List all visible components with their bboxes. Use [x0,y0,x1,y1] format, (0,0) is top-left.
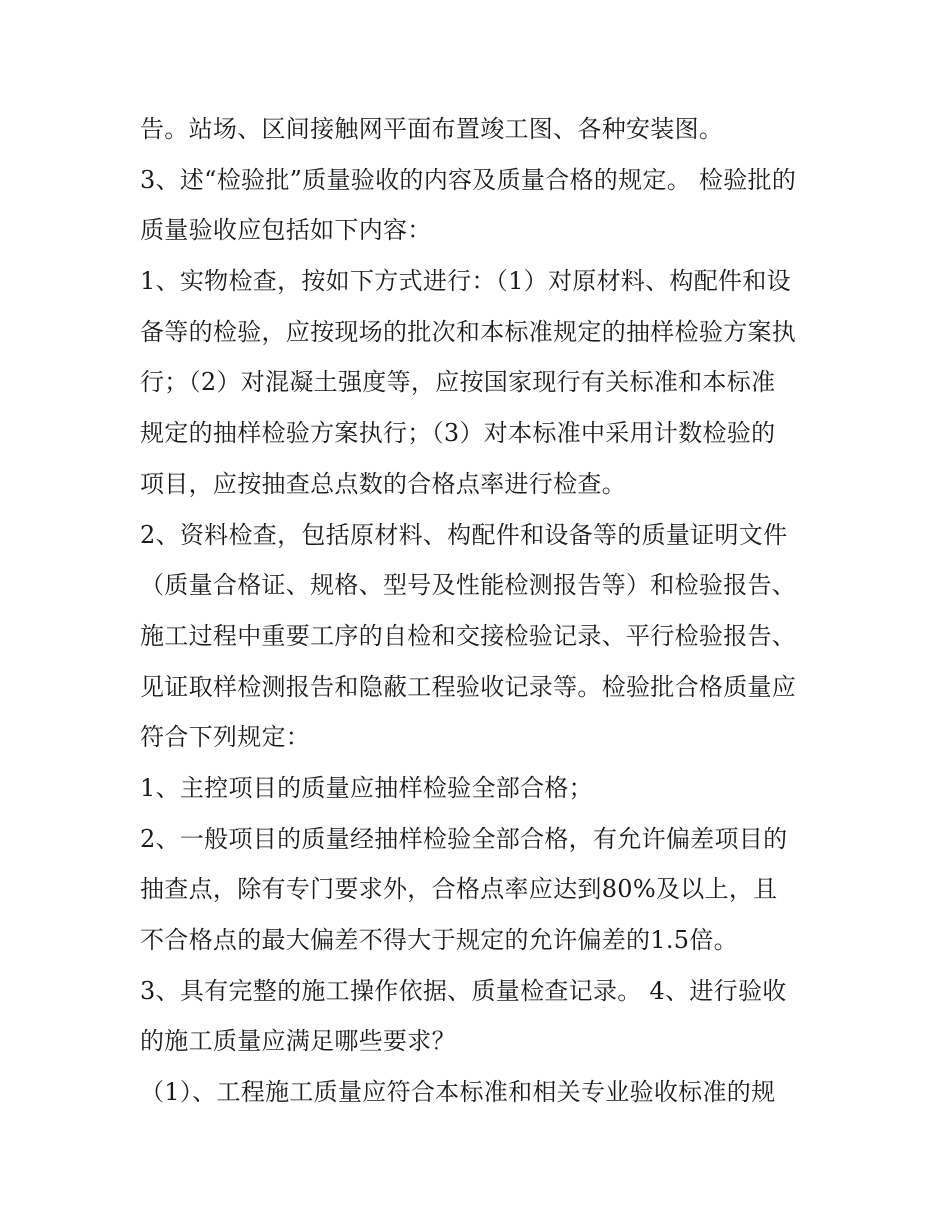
text-line: 项目，应按抽查总点数的合格点率进行检查。 [140,469,626,498]
text-line: 备等的检验，应按现场的批次和本标准规定的抽样检验方案执 [140,317,797,346]
text-line: （质量合格证、规格、型号及性能检测报告等）和检验报告、 [140,571,797,600]
document-body [140,104,830,1118]
text-line: 的施工质量应满足哪些要求？ [140,1027,456,1056]
text-line: 不合格点的最大偏差不得大于规定的允许偏差的1.5倍。 [140,926,738,954]
text-line: 符合下列规定： [140,723,311,752]
text-line: 1、主控项目的质量应抽样检验全部合格； [140,773,593,802]
text-line: 3、述“检验批”质量验收的内容及质量合格的规定。 检验批的 [140,165,797,194]
text-line: 告。站场、区间接触网平面布置竣工图、各种安装图。 [140,115,724,143]
text-line: 1、实物检查，按如下方式进行：（1）对原材料、构配件和设 [140,267,791,296]
text-line: （1）、工程施工质量应符合本标准和相关专业验收标准的规 [140,1078,776,1107]
text-line: 抽查点，除有专门要求外，合格点率应达到80%及以上，且 [140,875,778,904]
text-line: 施工过程中重要工序的自检和交接检验记录、平行检验报告、 [140,621,797,650]
text-line: 3、具有完整的施工操作依据、质量检查记录。 4、进行验收 [140,976,787,1005]
text-line: 2、资料检查，包括原材料、构配件和设备等的质量证明文件 [140,520,788,549]
text-line: 规定的抽样检验方案执行；（3）对本标准中采用计数检验的 [140,419,776,448]
text-line: 质量验收应包括如下内容： [140,216,432,245]
text-line: 行；（2）对混凝土强度等，应按国家现行有关标准和本标准 [140,368,776,397]
text-line: 2、一般项目的质量经抽样检验全部合格，有允许偏差项目的 [140,824,788,853]
text-line: 见证取样检测报告和隐蔽工程验收记录等。检验批合格质量应 [140,672,797,701]
